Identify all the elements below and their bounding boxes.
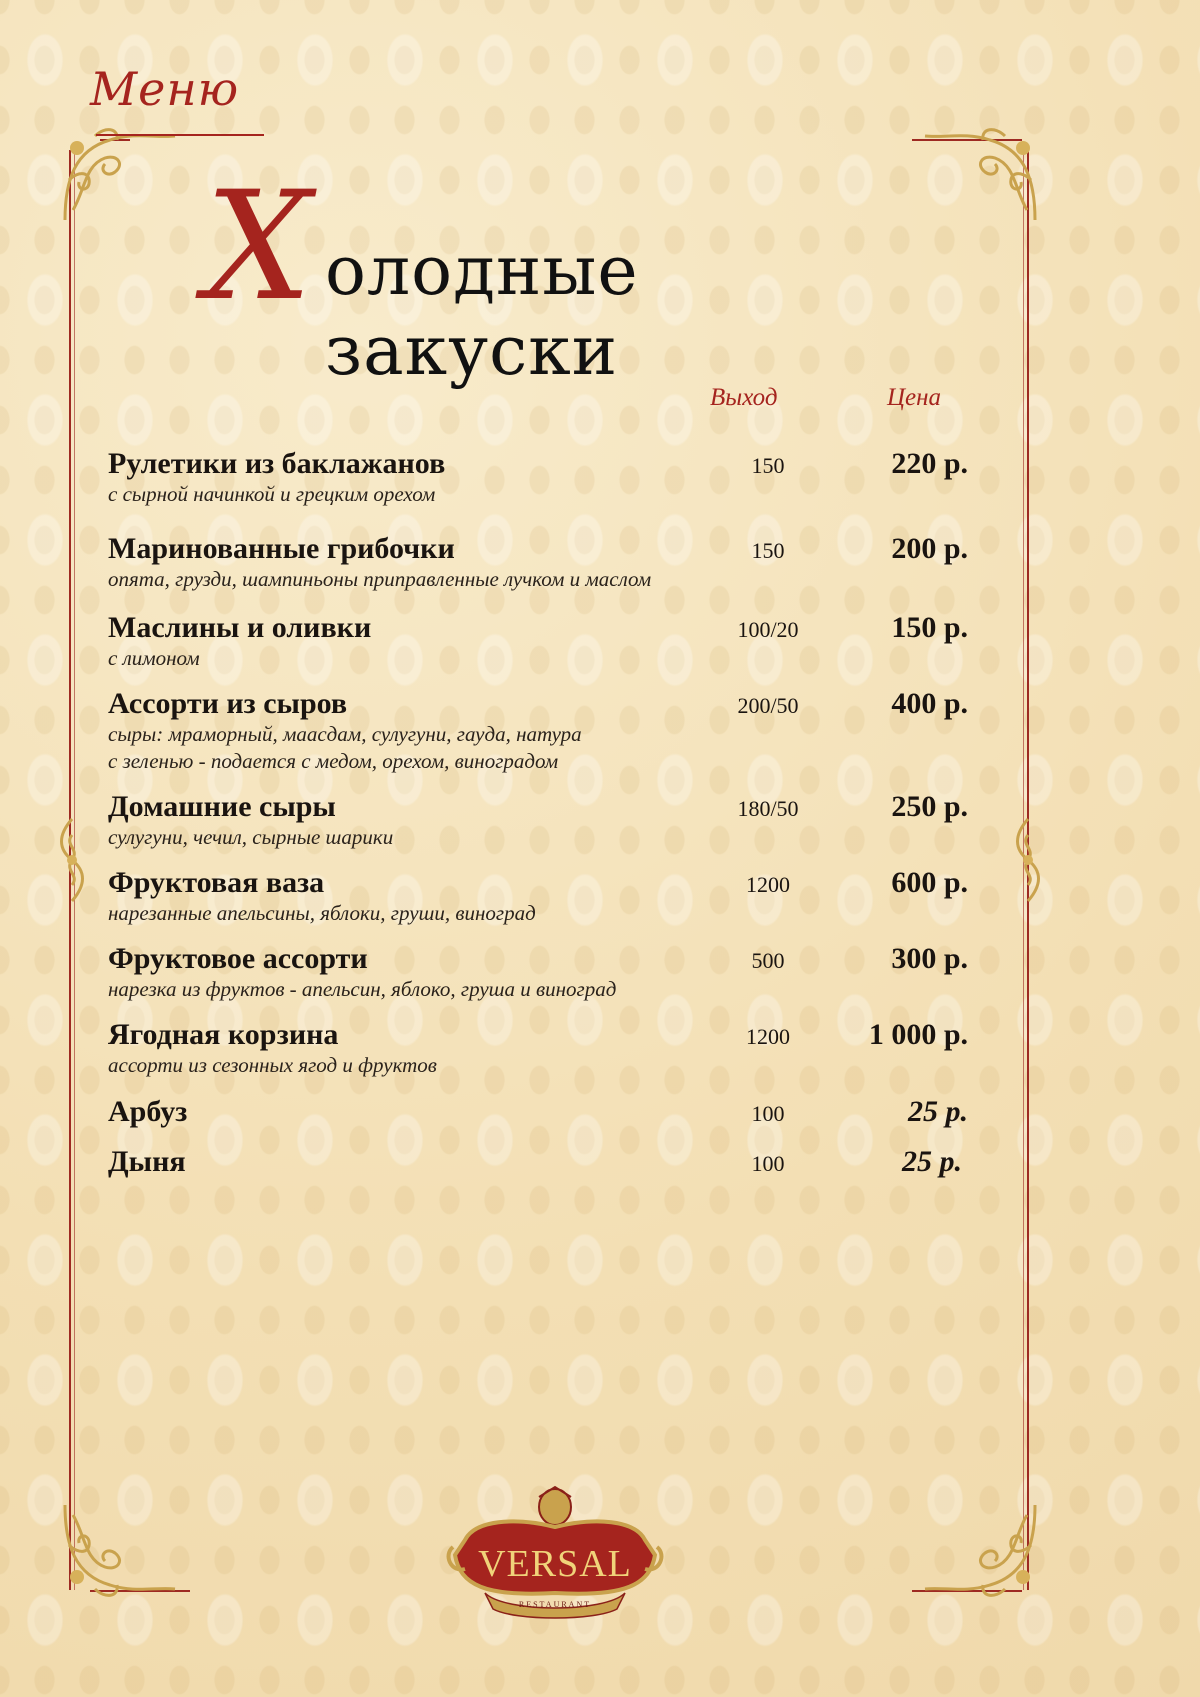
item-name: Ассорти из сыров xyxy=(108,687,348,720)
item-yield: 200/50 xyxy=(737,693,799,718)
item-name: Рулетики из баклажанов xyxy=(108,447,446,480)
logo-subtitle: RESTAURANT xyxy=(518,1600,592,1609)
item-description: ассорти из сезонных ягод и фруктов xyxy=(108,1053,437,1077)
menu-item xyxy=(108,611,968,672)
item-name: Маринованные грибочки xyxy=(108,532,455,565)
item-description-line-2: с зеленью - подается с медом, орехом, виноградом xyxy=(108,749,559,773)
page-title xyxy=(205,160,925,391)
logo-name: VERSAL xyxy=(478,1543,632,1585)
menu-item xyxy=(108,1145,968,1179)
menu-item xyxy=(108,790,968,851)
menu-item xyxy=(108,447,968,508)
item-price: 220 р. xyxy=(891,447,968,480)
item-name: Маслины и оливки xyxy=(108,611,372,644)
side-ornament-right xyxy=(1010,815,1046,905)
menu-item xyxy=(108,866,968,927)
item-price: 150 р. xyxy=(891,611,968,644)
menu-label: Меню xyxy=(90,62,240,116)
item-name: Фруктовое ассорти xyxy=(108,942,368,975)
corner-ornament-bottom-right xyxy=(915,1495,1045,1605)
side-ornament-left xyxy=(54,815,90,905)
item-yield: 150 xyxy=(751,453,785,478)
item-description: сулугуни, чечил, сырные шарики xyxy=(108,825,394,849)
menu-item xyxy=(108,1018,968,1079)
menu-item xyxy=(108,1095,968,1129)
item-yield: 1200 xyxy=(746,1024,790,1049)
corner-ornament-top-right xyxy=(915,120,1045,230)
item-yield: 180/50 xyxy=(737,796,799,821)
menu-label-underline xyxy=(96,134,264,136)
item-yield: 100/20 xyxy=(737,617,799,642)
item-price: 400 р. xyxy=(891,687,968,720)
item-price: 600 р. xyxy=(891,866,968,899)
item-yield: 100 xyxy=(751,1151,785,1176)
item-yield: 150 xyxy=(751,538,785,563)
item-description: с сырной начинкой и грецким орехом xyxy=(108,482,436,506)
item-price: 300 р. xyxy=(891,942,968,975)
menu-item xyxy=(108,532,968,593)
menu-item xyxy=(108,687,968,775)
item-price: 250 р. xyxy=(891,790,968,823)
item-name: Арбуз xyxy=(108,1095,188,1128)
item-description: нарезанные апельсины, яблоки, груши, виноград xyxy=(108,901,536,925)
item-price: 200 р. xyxy=(891,532,968,565)
versal-logo xyxy=(445,1485,665,1625)
column-header-price: Цена xyxy=(887,384,942,411)
item-price: 25 р. xyxy=(908,1095,968,1128)
item-description: сыры: мраморный, маасдам, сулугуни, гауда, натура xyxy=(108,722,582,746)
column-header-yield: Выход xyxy=(710,384,778,411)
menu-item xyxy=(108,942,968,1003)
title-text: олодные закуски xyxy=(325,232,639,391)
item-name: Домашние сыры xyxy=(108,790,336,823)
item-yield: 1200 xyxy=(746,872,790,897)
item-yield: 100 xyxy=(751,1101,785,1126)
item-description: опята, грузди, шампиньоны приправленные лучком и маслом xyxy=(108,567,652,591)
corner-ornament-top-left xyxy=(55,120,185,230)
item-name: Дыня xyxy=(108,1145,186,1178)
title-initial: Х xyxy=(205,160,312,334)
item-name: Ягодная корзина xyxy=(108,1018,339,1051)
item-description: с лимоном xyxy=(108,646,200,670)
corner-ornament-bottom-left xyxy=(55,1495,185,1605)
item-description: нарезка из фруктов - апельсин, яблоко, груша и виноград xyxy=(108,977,617,1001)
item-price: 1 000 р. xyxy=(868,1018,968,1051)
item-name: Фруктовая ваза xyxy=(108,866,325,899)
item-price: 25 р. xyxy=(902,1145,962,1178)
item-yield: 500 xyxy=(751,948,785,973)
